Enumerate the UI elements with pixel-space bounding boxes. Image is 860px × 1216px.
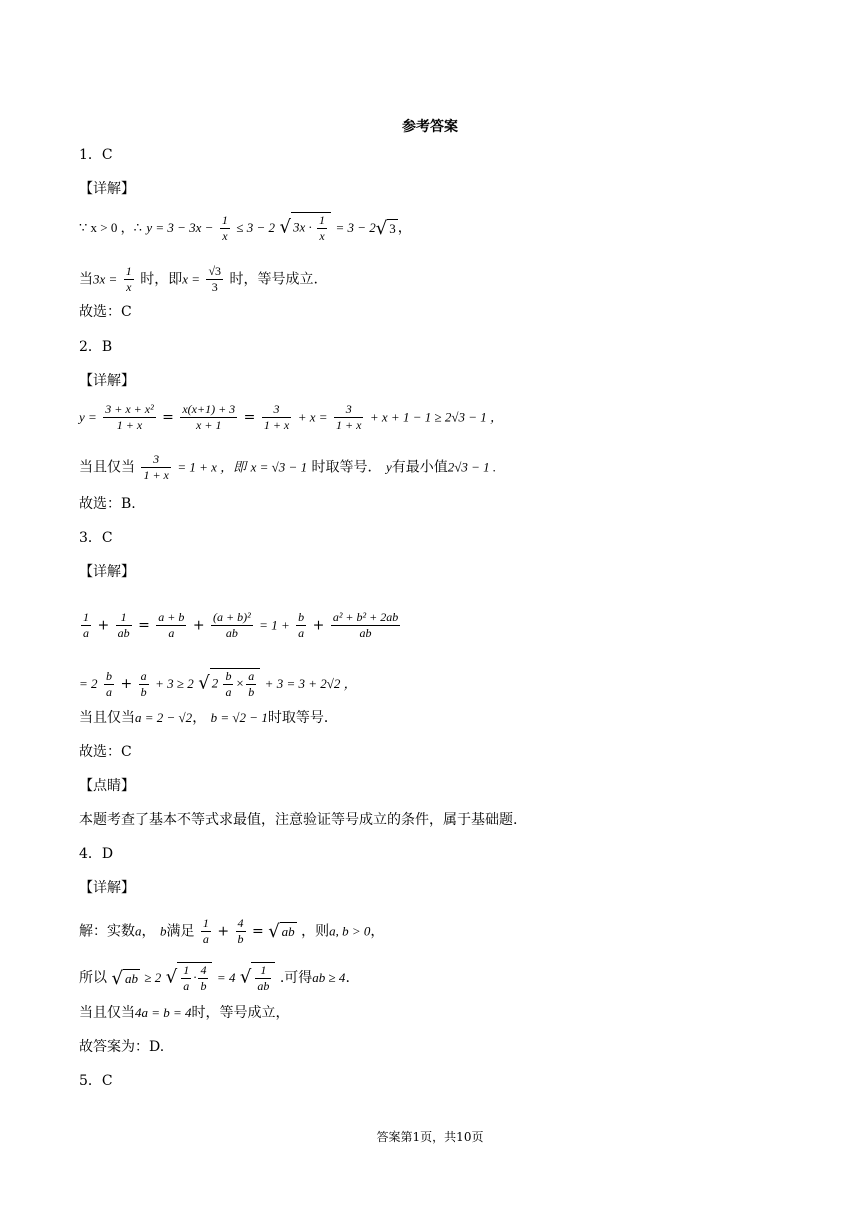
q2-derivation: y = $\frac{\text{3 + x + x²}}{1 + x}$ = $\frac{x(x+1) + 3}{x + 1}$ = $\frac{3}{1 + x}$ + x = $\frac{3}{1 + x}$ + x + 1 − 1 ≥ 2√3 − 1 ， bbox=[79, 402, 504, 432]
q1-equality-condition: 当3x = $\frac{1}{x}$ 时，即x = $\frac{√3}{3}$ 时，等号成立. bbox=[79, 264, 318, 294]
q1-number: 1．C bbox=[79, 147, 113, 163]
q3-comment: 本题考查了基本不等式求最值，注意验证等号成立的条件，属于基础题. bbox=[79, 812, 518, 828]
q3-equality-condition: 当且仅当a = 2 − √2， b = √2 − 1时取等号． bbox=[79, 710, 338, 726]
q4-detail-tag: 【详解】 bbox=[79, 880, 135, 896]
q1-selection: 故选：C bbox=[79, 304, 132, 320]
q1-detail-tag: 【详解】 bbox=[79, 181, 135, 197]
q1-derivation: ∵ x > 0 ，∴ y = 3 − 3x − $\frac{1}{x}$ ≤ 3 − 2 √ 3x · $\frac{1}{x}$ = 3 − 2√ 3 ， bbox=[79, 212, 412, 243]
q4-equality-condition: 当且仅当4a = b = 4时，等号成立， bbox=[79, 1005, 290, 1021]
page-footer: 答案第1页，共10页 bbox=[376, 1130, 484, 1144]
q4-number: 4．D bbox=[79, 846, 114, 862]
q2-detail-tag: 【详解】 bbox=[79, 373, 135, 389]
q3-selection: 故选：C bbox=[79, 744, 132, 760]
q2-selection: 故选：B. bbox=[79, 496, 136, 512]
q3-derivation-line1: $\frac{1}{a}$ + $\frac{1}{ab}$ = $\frac{a + b}{a}$ + $\frac{\text{(a + b)²}}{ab}$ = 1 + $\frac{b}{a}$ + $\frac{\text{a² + b² + 2ab}}{ab}$ bbox=[83, 610, 399, 640]
q3-number: 3．C bbox=[79, 530, 113, 546]
q4-derivation: 所以 √ ab ≥ 2 √ $\frac{1}{a}$ · $\frac{4}{b}$ = 4 √ $\frac{1}{ab}$ .可得ab ≥ 4. bbox=[79, 963, 350, 993]
q5-number: 5．C bbox=[79, 1073, 113, 1089]
q2-number: 2．B bbox=[79, 339, 113, 355]
q3-comment-tag: 【点睛】 bbox=[79, 778, 135, 794]
page-title: 参考答案 bbox=[402, 119, 458, 135]
q3-derivation-line2: = 2 $\frac{b}{a}$ + $\frac{a}{b}$ + 3 ≥ 2 √ 2 $\frac{b}{a}$ × $\frac{a}{b}$ + 3 = 3 + 2√2 ， bbox=[79, 668, 357, 699]
q3-detail-tag: 【详解】 bbox=[79, 564, 135, 580]
q4-answer: 故答案为：D. bbox=[79, 1039, 165, 1055]
q4-condition: 解：实数a， b满足 $\frac{1}{a}$ + $\frac{4}{b}$ = √ ab ，则a, b > 0， bbox=[79, 916, 385, 946]
q2-equality-condition: 当且仅当 $\frac{3}{1 + x}$ = 1 + x ，即 x = √3 − 1 时取等号． y有最小值2√3 − 1 . bbox=[79, 452, 497, 482]
